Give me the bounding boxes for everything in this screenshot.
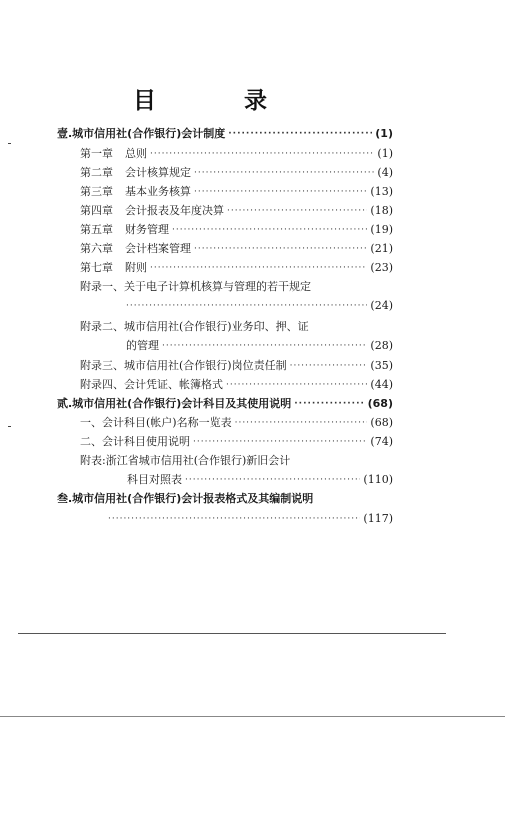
toc-entry-section-2[interactable] — [80, 433, 393, 451]
toc-page-number: (21) — [370, 242, 393, 255]
chapter-number: 第一章 — [80, 147, 113, 160]
toc-entry-attached-table-label[interactable] — [80, 452, 290, 470]
toc-label: 附录一、关于电子计算机核算与管理的若干规定 — [80, 280, 311, 293]
toc-entry-chapter-6[interactable] — [80, 240, 393, 258]
leader-dots — [185, 471, 360, 489]
toc-page-number: (110) — [363, 473, 393, 486]
toc-entry-chapter-5[interactable] — [80, 221, 393, 239]
toc-label: 贰.城市信用社(合作银行)会计科目及其使用说明 — [57, 397, 292, 410]
toc-label: 会计档案管理 — [125, 242, 191, 255]
leader-dots — [194, 164, 374, 182]
toc-page-number: (1) — [377, 147, 393, 160]
leader-dots — [227, 202, 367, 220]
toc-label: 附表:浙江省城市信用社(合作银行)新旧会计 — [80, 454, 291, 467]
toc-page-number: (74) — [370, 435, 393, 448]
toc-entry-part-1[interactable] — [57, 125, 393, 143]
toc-entry-appendix-2[interactable] — [126, 337, 393, 355]
scan-rule-lower — [0, 716, 505, 717]
leader-dots — [194, 240, 367, 258]
chapter-number: 第五章 — [80, 223, 113, 236]
toc-page-number: (18) — [370, 204, 393, 217]
toc-entry-part-2[interactable] — [57, 395, 393, 413]
toc-page-number: (13) — [370, 185, 393, 198]
toc-page-number: (68) — [370, 416, 393, 429]
leader-dots — [235, 414, 368, 432]
toc-entry-appendix-4[interactable] — [80, 376, 393, 394]
scan-speck — [8, 426, 11, 427]
toc-label: 附录二、城市信用社(合作银行)业务印、押、证 — [80, 320, 309, 333]
leader-dots — [193, 433, 367, 451]
leader-dots — [228, 125, 372, 143]
leader-dots — [150, 145, 374, 163]
toc-entry-appendix-2-label[interactable] — [80, 318, 309, 336]
chapter-number: 第三章 — [80, 185, 113, 198]
leader-dots — [290, 357, 368, 375]
toc-label: 一、会计科目(帐户)名称一览表 — [80, 416, 232, 429]
toc-entry-chapter-7[interactable] — [80, 259, 393, 277]
toc-page-number: (35) — [370, 359, 393, 372]
scan-speck — [8, 143, 11, 144]
toc-page-number: (117) — [363, 512, 393, 525]
leader-dots — [108, 510, 360, 528]
toc-label: 附则 — [125, 261, 147, 274]
toc-label: 附录四、会计凭证、帐簿格式 — [80, 378, 223, 391]
leader-dots — [294, 395, 364, 413]
leader-dots — [226, 376, 367, 394]
leader-dots — [194, 183, 367, 201]
toc-label: 财务管理 — [125, 223, 169, 236]
toc-page-number: (1) — [375, 127, 393, 140]
toc-label: 壹.城市信用社(合作银行)会计制度 — [57, 127, 226, 140]
scan-rule-upper — [18, 633, 446, 634]
leader-dots — [150, 259, 367, 277]
toc-page-number: (24) — [370, 299, 393, 312]
toc-entry-attached-table[interactable] — [127, 471, 393, 489]
toc-entry-chapter-1[interactable] — [80, 145, 393, 163]
toc-label: 会计报表及年度决算 — [125, 204, 224, 217]
toc-entry-section-1[interactable] — [80, 414, 393, 432]
toc-entry-appendix-3[interactable] — [80, 357, 393, 375]
leader-dots — [162, 337, 367, 355]
toc-entry-appendix-1-label[interactable] — [80, 278, 311, 296]
chapter-number: 第六章 — [80, 242, 113, 255]
chapter-number: 第四章 — [80, 204, 113, 217]
toc-label: 二、会计科目使用说明 — [80, 435, 190, 448]
page-title: 目 录 — [132, 88, 307, 114]
toc-entry-part-3[interactable] — [108, 510, 393, 528]
toc-page-number: (28) — [370, 339, 393, 352]
toc-label: 基本业务核算 — [125, 185, 191, 198]
toc-page-number: (68) — [367, 397, 393, 410]
toc-page-number: (4) — [377, 166, 393, 179]
chapter-number: 第二章 — [80, 166, 113, 179]
toc-page-number: (23) — [370, 261, 393, 274]
toc-entry-appendix-1[interactable] — [126, 297, 393, 315]
toc-label: 总则 — [125, 147, 147, 160]
toc-label-continued: 的管理 — [126, 339, 159, 352]
toc-label-continued: 科目对照表 — [127, 473, 182, 486]
toc-label: 叁.城市信用社(合作银行)会计报表格式及其编制说明 — [57, 492, 314, 505]
toc-entry-chapter-4[interactable] — [80, 202, 393, 220]
toc-entry-chapter-2[interactable] — [80, 164, 393, 182]
toc-entry-part-3-label[interactable] — [57, 490, 313, 508]
leader-dots — [172, 221, 367, 239]
toc-page-number: (19) — [370, 223, 393, 236]
toc-page-number: (44) — [370, 378, 393, 391]
toc-label: 会计核算规定 — [125, 166, 191, 179]
toc-entry-chapter-3[interactable] — [80, 183, 393, 201]
toc-label: 附录三、城市信用社(合作银行)岗位责任制 — [80, 359, 287, 372]
chapter-number: 第七章 — [80, 261, 113, 274]
leader-dots — [126, 297, 367, 315]
